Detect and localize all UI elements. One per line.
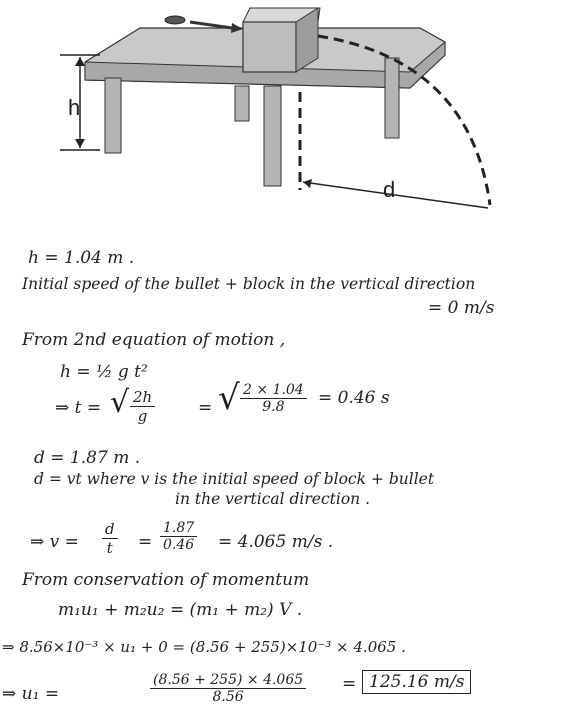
equals: = [138, 532, 153, 552]
block [243, 22, 296, 72]
bullet-arrow [190, 22, 232, 28]
t-result: = 0.46 s [318, 388, 390, 408]
fraction-1.87-0.46 [160, 520, 197, 553]
fraction-u1 [150, 672, 306, 705]
momentum-substitution: ⇒ 8.56×10⁻³ × u₁ + 0 = (8.56 + 255)×10⁻³ × 4.065 . [2, 638, 406, 656]
table-leg [385, 58, 399, 138]
sqrt-sign: √ [218, 378, 240, 418]
table-leg [105, 78, 121, 153]
t-eq-start: ⇒ t = [55, 398, 102, 418]
fraction-numerator: (8.56 + 255) × 4.065 [150, 672, 306, 689]
given-h: h = 1.04 m . [28, 248, 135, 268]
fraction-d-t [102, 520, 118, 557]
fraction-2x1.04-9.8 [240, 382, 307, 415]
momentum-heading: From conservation of momentum [22, 570, 310, 590]
equation-h: h = ½ g t² [60, 362, 148, 382]
u1-eq-start: ⇒ u₁ = [2, 684, 60, 704]
momentum-equation: m₁u₁ + m₂u₂ = (m₁ + m₂) V . [58, 600, 303, 620]
table-leg [235, 86, 249, 121]
fraction-numerator: 1.87 [160, 520, 197, 537]
label-d: d [383, 177, 396, 202]
equation-of-motion-heading: From 2nd equation of motion , [22, 330, 286, 350]
fraction-denominator: 8.56 [212, 689, 244, 705]
given-d: d = 1.87 m . [34, 448, 141, 468]
fraction-denominator: t [106, 539, 113, 557]
fraction-denominator: 9.8 [262, 399, 285, 415]
d-equation-statement: d = vt where v is the initial speed of block + bullet [34, 470, 435, 488]
fraction-denominator: g [137, 407, 148, 425]
v-eq-start: ⇒ v = [30, 532, 79, 552]
bullet [165, 16, 185, 24]
v-result: = 4.065 m/s . [218, 532, 334, 552]
fraction-2h-g [130, 388, 155, 425]
equals: = [198, 398, 213, 418]
vertical-direction-note: in the vertical direction . [175, 490, 371, 508]
fraction-numerator: d [102, 520, 118, 539]
answer-box: 125.16 m/s [362, 670, 471, 694]
fraction-denominator: 0.46 [163, 537, 195, 553]
label-h: h [68, 95, 81, 120]
fraction-numerator: 2h [130, 388, 155, 407]
final-answer [362, 672, 471, 692]
sqrt-sign: √ [110, 385, 130, 420]
physics-diagram [0, 0, 576, 230]
initial-speed-statement: Initial speed of the bullet + block in the vertical direction [22, 275, 476, 293]
equals: = [342, 674, 357, 694]
d-dimension [303, 182, 488, 208]
table-leg [264, 86, 281, 186]
fraction-numerator: 2 × 1.04 [240, 382, 307, 399]
initial-speed-value: = 0 m/s [428, 298, 495, 318]
